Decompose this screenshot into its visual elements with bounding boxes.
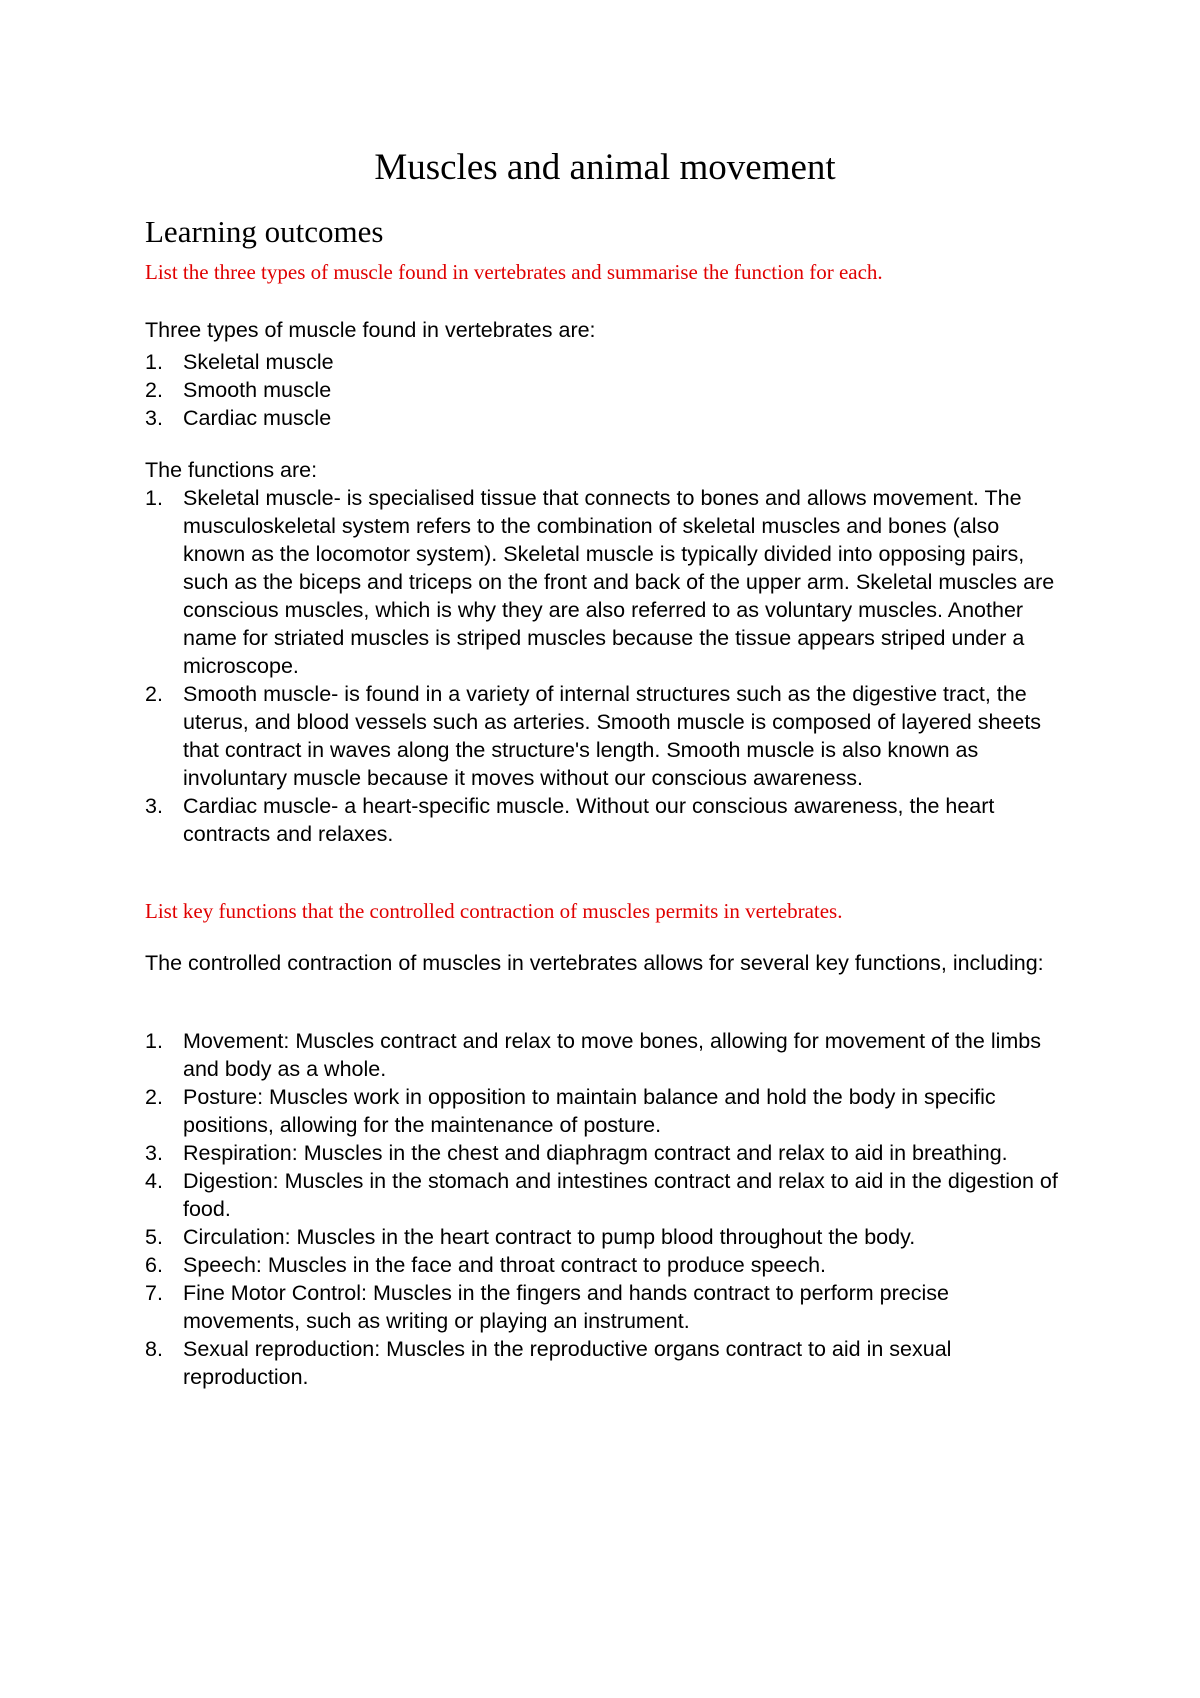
list-item bbox=[145, 680, 1065, 792]
list-item bbox=[145, 404, 1065, 432]
list-item bbox=[145, 1223, 1065, 1251]
key-functions-intro: The controlled contraction of muscles in vertebrates allows for several key functions, including: bbox=[145, 951, 1044, 975]
list-item-text: Speech: Muscles in the face and throat contract to produce speech. bbox=[183, 1253, 826, 1277]
list-item-text: Posture: Muscles work in opposition to maintain balance and hold the body in specific positions, allowing for the maintenance of posture. bbox=[183, 1085, 996, 1137]
list-item-text: Respiration: Muscles in the chest and diaphragm contract and relax to aid in breathing. bbox=[183, 1141, 1008, 1165]
list-number: 1. bbox=[145, 486, 163, 510]
question-2: List key functions that the controlled contraction of muscles permits in vertebrates. bbox=[145, 899, 843, 923]
list-number: 3. bbox=[145, 406, 163, 430]
list-item bbox=[145, 792, 1065, 848]
list-number: 2. bbox=[145, 378, 163, 402]
page-title: Muscles and animal movement bbox=[374, 147, 836, 188]
list-item bbox=[145, 484, 1065, 680]
list-number: 7. bbox=[145, 1281, 163, 1305]
list-item-text: Smooth muscle bbox=[183, 378, 332, 402]
list-item bbox=[145, 348, 1065, 376]
list-number: 3. bbox=[145, 1141, 163, 1165]
list-item bbox=[145, 1251, 1065, 1279]
list-item bbox=[145, 376, 1065, 404]
list-number: 3. bbox=[145, 794, 163, 818]
list-item-text: Skeletal muscle bbox=[183, 350, 334, 374]
list-item-text: Skeletal muscle- is specialised tissue that connects to bones and allows movement. The musculoskeletal system refers to the combination of skeletal muscles and bones (also known as the locomotor system). Skeletal muscle is typically divided into opposing pairs, such as the biceps and triceps on the front and back of the upper arm. Skeletal muscles are conscious muscles, which is why they are also referred to as voluntary muscles. Another name for striated muscles is striped muscles because the tissue appears striped under a microscope. bbox=[183, 486, 1055, 678]
muscle-types-list bbox=[145, 348, 1065, 432]
list-item-text: Fine Motor Control: Muscles in the fingers and hands contract to perform precise movements, such as writing or playing an instrument. bbox=[183, 1281, 949, 1333]
key-functions-list bbox=[145, 1027, 1065, 1391]
list-number: 4. bbox=[145, 1169, 163, 1193]
list-item-text: Sexual reproduction: Muscles in the reproductive organs contract to aid in sexual reproduction. bbox=[183, 1337, 952, 1389]
list-item-text: Movement: Muscles contract and relax to move bones, allowing for movement of the limbs and body as a whole. bbox=[183, 1029, 1041, 1081]
list-number: 6. bbox=[145, 1253, 163, 1277]
question-1: List the three types of muscle found in vertebrates and summarise the function for each. bbox=[145, 260, 883, 284]
list-item-text: Cardiac muscle bbox=[183, 406, 332, 430]
list-item-text: Digestion: Muscles in the stomach and intestines contract and relax to aid in the digestion of food. bbox=[183, 1169, 1058, 1221]
list-item bbox=[145, 1083, 1065, 1139]
section-heading: Learning outcomes bbox=[145, 214, 384, 249]
list-item bbox=[145, 1139, 1065, 1167]
list-item-text: Circulation: Muscles in the heart contract to pump blood throughout the body. bbox=[183, 1225, 916, 1249]
list-number: 1. bbox=[145, 1029, 163, 1053]
list-item bbox=[145, 1335, 1065, 1391]
list-item bbox=[145, 1279, 1065, 1335]
list-item-text: Cardiac muscle- a heart-specific muscle. Without our conscious awareness, the heart contracts and relaxes. bbox=[183, 794, 995, 846]
list-number: 5. bbox=[145, 1225, 163, 1249]
muscle-functions-list bbox=[145, 484, 1065, 848]
list-number: 8. bbox=[145, 1337, 163, 1361]
functions-intro: The functions are: bbox=[145, 458, 318, 482]
list-item bbox=[145, 1027, 1065, 1083]
list-item-text: Smooth muscle- is found in a variety of internal structures such as the digestive tract, the uterus, and blood vessels such as arteries. Smooth muscle is composed of layered sheets that contract in waves along the structure's length. Smooth muscle is also known as involuntary muscle because it moves without our conscious awareness. bbox=[183, 682, 1042, 790]
list-item bbox=[145, 1167, 1065, 1223]
types-intro: Three types of muscle found in vertebrates are: bbox=[145, 318, 596, 342]
list-number: 2. bbox=[145, 1085, 163, 1109]
list-number: 2. bbox=[145, 682, 163, 706]
list-number: 1. bbox=[145, 350, 163, 374]
